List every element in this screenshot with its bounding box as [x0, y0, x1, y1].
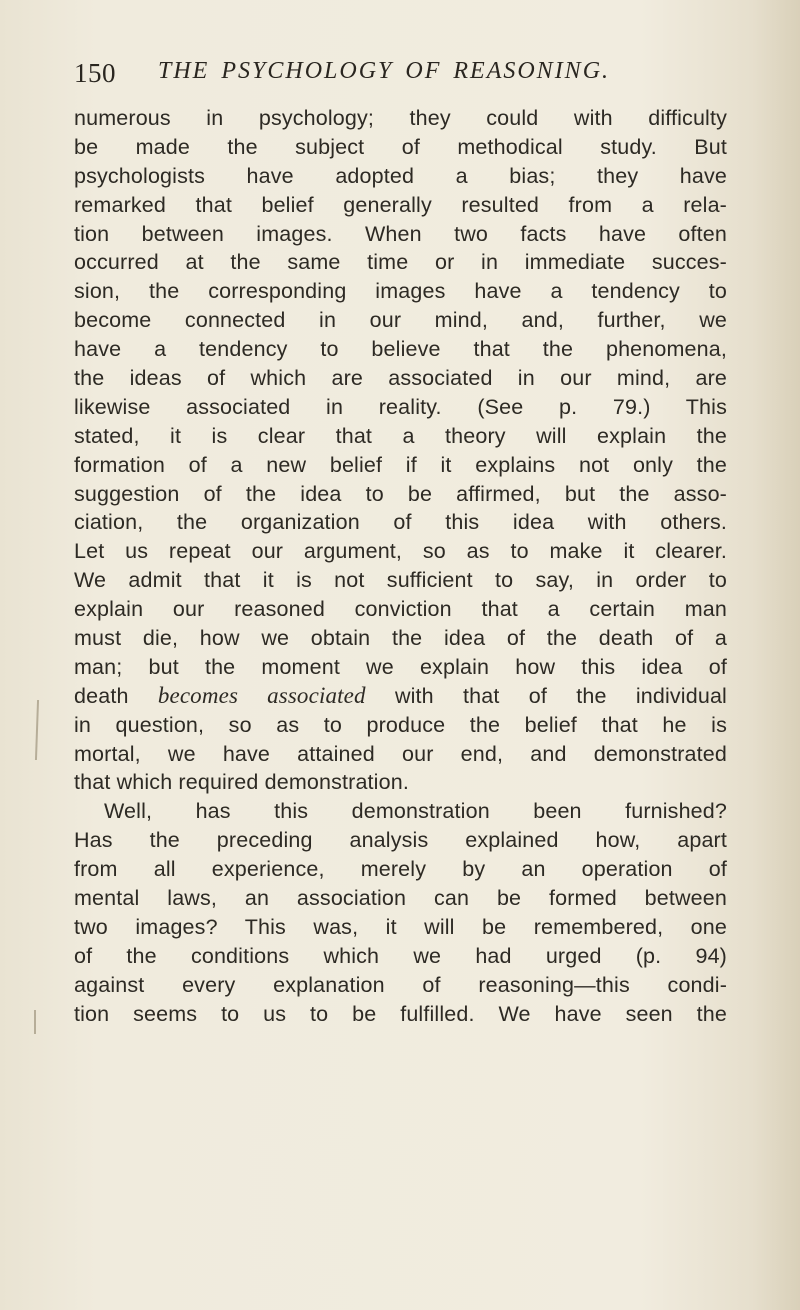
text-line-1: numerous in psychology; they could with difficulty	[74, 106, 727, 130]
text-line-15: ciation, the organization of this idea with others.	[74, 510, 727, 535]
text-line-22: in question, so as to produce the belief that he is	[74, 712, 727, 737]
text-line-23: mortal, we have attained our end, and demonstrated	[74, 741, 727, 766]
text-line-17: We admit that it is not sufficient to say, in order to	[74, 568, 727, 593]
text-line-26: Has the preceding analysis explained how, apart	[74, 828, 727, 853]
text-line-4: remarked that belief generally resulted from a rela-	[74, 192, 727, 217]
page-header	[74, 58, 714, 94]
text-line-7: sion, the corresponding images have a tendency to	[74, 279, 727, 304]
text-line-21-end: with that of the individual	[365, 683, 727, 708]
text-line-27: from all experience, merely by an operation of	[74, 857, 727, 882]
italic-phrase: becomes associated	[157, 682, 366, 708]
text-line-11: likewise associated in reality. (See p. 79.) This	[74, 394, 727, 419]
text-line-21	[74, 682, 727, 711]
text-line-32: tion seems to us to be fulfilled. We have seen the	[74, 1001, 727, 1026]
text-line-28: mental laws, an association can be formed between	[74, 886, 727, 911]
text-line-25: Well, has this demonstration been furnished?	[104, 799, 727, 824]
text-line-8: become connected in our mind, and, further, we	[74, 308, 727, 333]
text-line-24: that which required demonstration.	[74, 770, 409, 795]
text-line-6: occurred at the same time or in immediate succes-	[74, 250, 727, 275]
text-line-5: tion between images. When two facts have often	[74, 221, 727, 246]
text-line-12: stated, it is clear that a theory will explain the	[74, 423, 727, 448]
text-line-31: against every explanation of reasoning—this condi-	[74, 972, 727, 997]
text-line-20: man; but the moment we explain how this idea of	[74, 654, 727, 679]
text-line-2: be made the subject of methodical study. But	[74, 134, 727, 159]
text-line-21-start: death	[74, 683, 158, 708]
text-line-3: psychologists have adopted a bias; they have	[74, 163, 727, 188]
body-text	[74, 104, 727, 1029]
page-number: 150	[74, 58, 116, 88]
running-head: THE PSYCHOLOGY OF REASONING.	[158, 58, 611, 84]
text-line-19: must die, how we obtain the idea of the death of a	[74, 626, 727, 651]
text-line-29: two images? This was, it will be remembered, one	[74, 914, 727, 939]
margin-pencil-mark	[35, 700, 39, 760]
text-line-18: explain our reasoned conviction that a certain man	[74, 597, 727, 622]
margin-pencil-mark	[34, 1010, 36, 1034]
text-line-9: have a tendency to believe that the phenomena,	[74, 337, 727, 362]
text-line-14: suggestion of the idea to be affirmed, but the asso-	[74, 481, 727, 506]
text-line-13: formation of a new belief if it explains not only the	[74, 452, 727, 477]
text-line-30: of the conditions which we had urged (p. 94)	[74, 943, 727, 968]
text-line-10: the ideas of which are associated in our mind, are	[74, 366, 727, 391]
text-line-16: Let us repeat our argument, so as to make it clearer.	[74, 539, 727, 564]
